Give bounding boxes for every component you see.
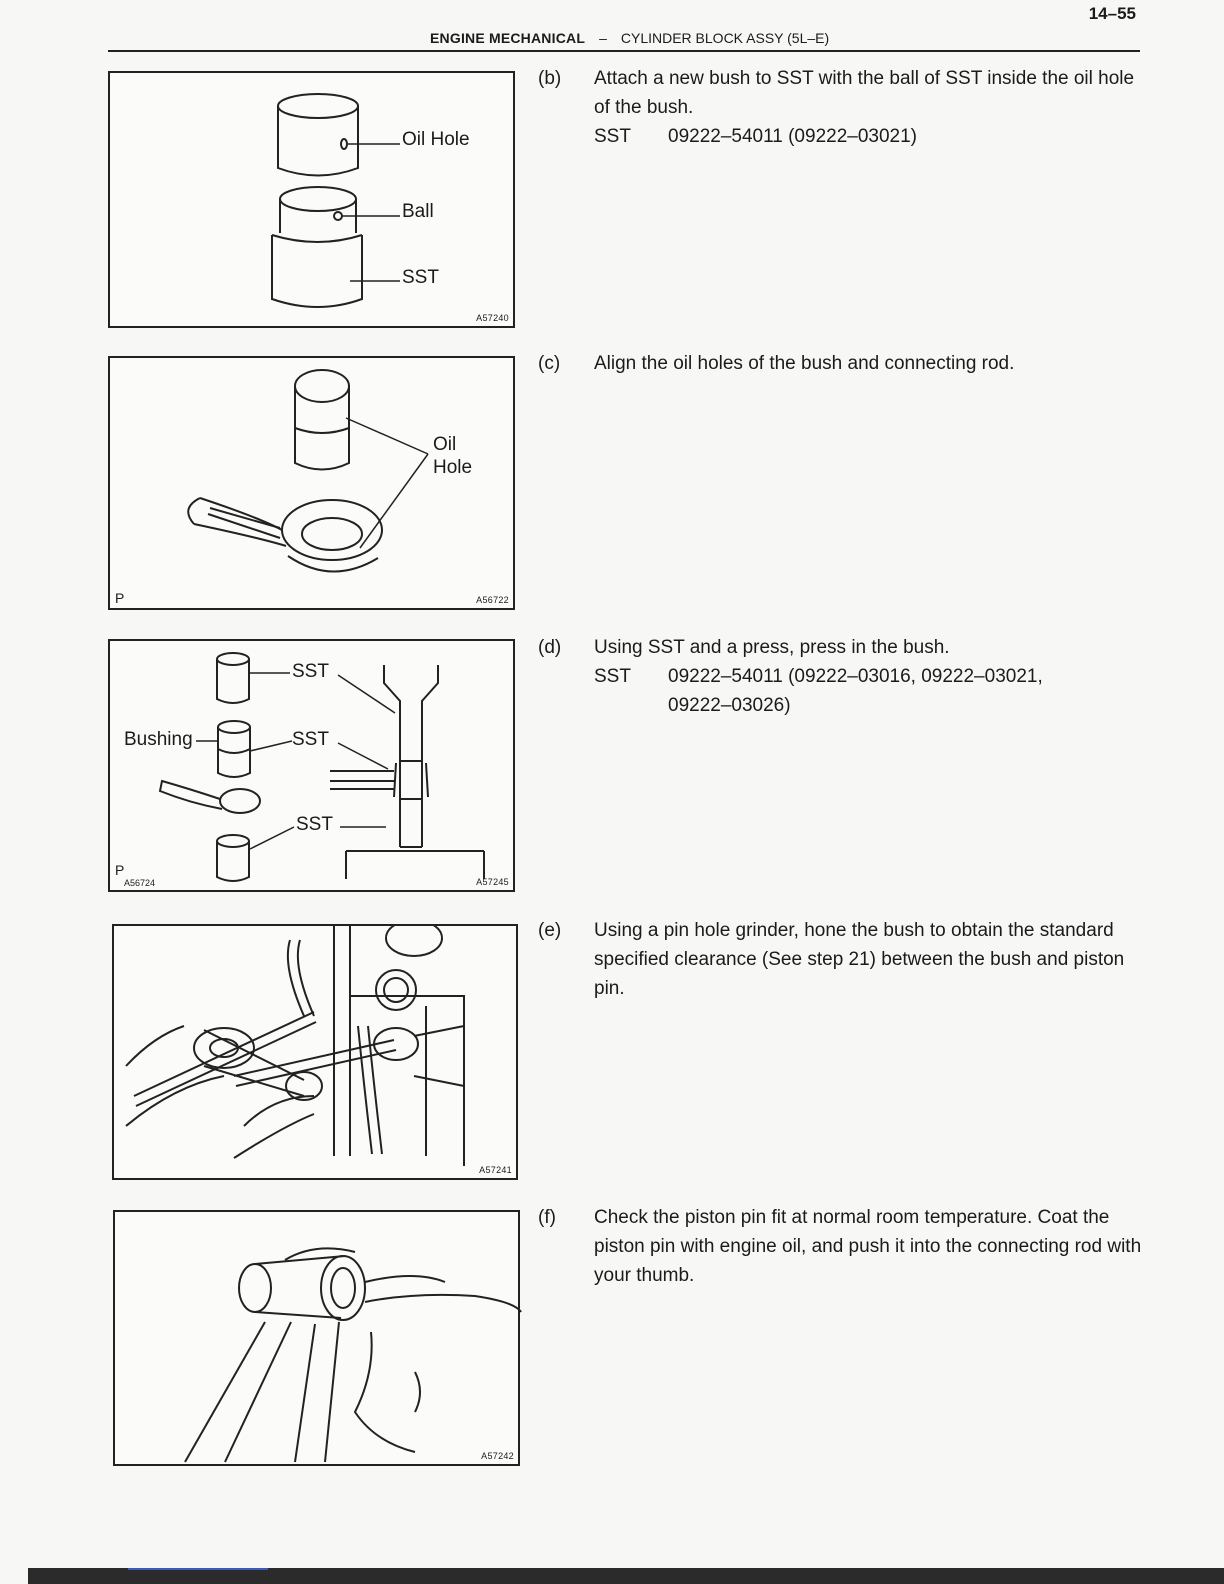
figure-corner-mark: P [115,590,125,606]
step-text: Check the piston pin fit at normal room temperature. Coat the piston pin with engine oil, and push it into the connecting rod with your thumb. [594,1207,1142,1286]
figure-press-bush [108,639,515,892]
step-text: Align the oil holes of the bush and connecting rod. [594,353,1015,374]
section-title: ENGINE MECHANICAL [430,30,586,46]
sst-label: SST [594,126,631,147]
label-sst-bottom: SST [296,814,333,835]
step-letter: (b) [538,68,562,89]
label-hole: Hole [433,457,473,478]
bush-sst-illustration [110,73,517,330]
label-oil-hole: Oil Hole [402,129,470,150]
sst-value: 09222–54011 (09222–03016, 09222–03021, [668,666,1043,687]
header-separator: – [599,30,607,46]
figure-code: A57241 [479,1165,512,1175]
label-ball: Ball [402,201,434,222]
figure-bush-on-sst [108,71,515,328]
scan-bottom-edge [28,1568,1224,1584]
connecting-rod-bush-illustration [110,358,517,612]
step-text: Using a pin hole grinder, hone the bush to obtain the standard specified clearance (See step 21) between the bush and piston pin. [594,920,1125,999]
label-bushing: Bushing [124,729,193,750]
sst-spec [594,662,1144,691]
step-text: Attach a new bush to SST with the ball of SST inside the oil hole of the bush. [594,68,1135,118]
step-letter: (e) [538,920,562,941]
sst-value: 09222–54011 (09222–03021) [668,126,917,147]
piston-pin-illustration [115,1212,522,1468]
sst-spec [594,122,1144,151]
step-text: Using SST and a press, press in the bush. [594,637,950,658]
label-sst-middle: SST [292,729,329,750]
sst-label: SST [594,666,631,687]
label-oil: Oil [433,434,457,455]
step-letter: (f) [538,1207,556,1228]
label-sst-top: SST [292,661,329,682]
subsection-title: CYLINDER BLOCK ASSY (5L–E) [620,30,830,46]
figure-corner-mark: P [115,862,125,878]
figure-piston-pin-fit [113,1210,520,1466]
scan-mark [128,1568,268,1570]
step-letter: (c) [538,353,561,374]
step-letter: (d) [538,637,562,658]
figure-corner-code: A56724 [124,878,156,888]
figure-code: A57242 [481,1451,514,1461]
page-number: 14–55 [1088,4,1136,23]
label-sst: SST [402,267,439,288]
figure-code: A57245 [476,877,509,887]
header-rule [108,50,1140,52]
figure-align-oil-holes [108,356,515,610]
figure-code: A56722 [476,595,509,605]
grinder-illustration [114,926,520,1182]
figure-pin-hole-grinder [112,924,518,1180]
sst-value-continued: 09222–03026) [668,695,791,716]
figure-code: A57240 [476,313,509,323]
page-header [430,30,829,46]
